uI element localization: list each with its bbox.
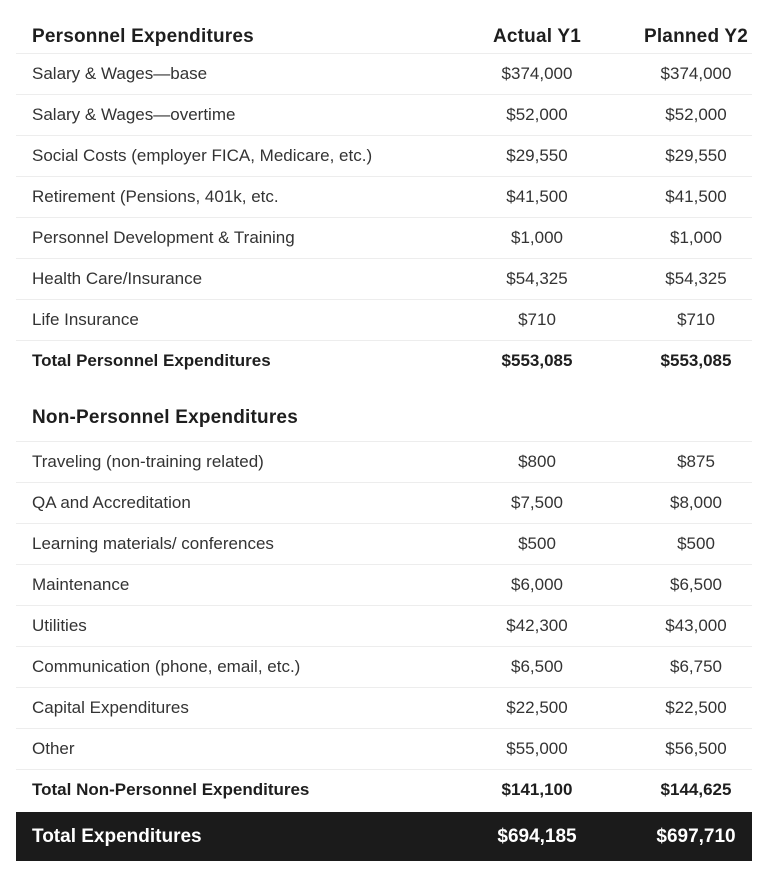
row-value-planned-y2: $6,750 bbox=[670, 657, 722, 676]
grand-total-label: Total Expenditures bbox=[32, 825, 202, 847]
table-row bbox=[16, 94, 752, 135]
row-label: Other bbox=[32, 739, 75, 758]
section-header-row bbox=[16, 20, 752, 53]
row-value-planned-y2: $22,500 bbox=[665, 698, 727, 717]
row-value-actual-y1: $55,000 bbox=[506, 739, 568, 758]
row-label: Traveling (non-training related) bbox=[32, 452, 264, 471]
row-value-actual-y1: $553,085 bbox=[501, 351, 573, 370]
row-value-planned-y2: $144,625 bbox=[660, 780, 732, 799]
row-value-planned-y2: $553,085 bbox=[660, 351, 732, 370]
row-value-actual-y1: $42,300 bbox=[506, 616, 568, 635]
row-value-actual-y1: $1,000 bbox=[511, 228, 563, 247]
row-label: QA and Accreditation bbox=[32, 493, 191, 512]
column-header-actual-y1: Actual Y1 bbox=[492, 25, 582, 47]
expenditures-table bbox=[16, 20, 752, 810]
row-value-actual-y1: $141,100 bbox=[501, 780, 573, 799]
section-header-row bbox=[16, 395, 752, 441]
row-label: Total Personnel Expenditures bbox=[32, 351, 271, 370]
total-row bbox=[16, 769, 752, 810]
row-label: Total Non-Personnel Expenditures bbox=[32, 780, 310, 799]
row-value-planned-y2: $500 bbox=[677, 534, 715, 553]
row-value-planned-y2: $6,500 bbox=[670, 575, 722, 594]
row-value-planned-y2: $875 bbox=[677, 452, 715, 471]
table-row bbox=[16, 646, 752, 687]
row-value-actual-y1: $710 bbox=[518, 310, 556, 329]
row-value-actual-y1: $54,325 bbox=[506, 269, 568, 288]
row-value-planned-y2: $43,000 bbox=[665, 616, 727, 635]
row-label: Learning materials/ conferences bbox=[32, 534, 274, 553]
table-row bbox=[16, 482, 752, 523]
row-label: Utilities bbox=[32, 616, 87, 635]
grand-total-actual-y1: $694,185 bbox=[497, 825, 577, 847]
total-row bbox=[16, 340, 752, 381]
row-value-actual-y1: $7,500 bbox=[511, 493, 563, 512]
row-value-actual-y1: $41,500 bbox=[506, 187, 568, 206]
table-row bbox=[16, 441, 752, 482]
row-value-actual-y1: $52,000 bbox=[506, 105, 568, 124]
row-value-planned-y2: $710 bbox=[677, 310, 715, 329]
row-value-actual-y1: $800 bbox=[518, 452, 556, 471]
table-row bbox=[16, 135, 752, 176]
section-header: Non-Personnel Expenditures bbox=[32, 407, 298, 428]
table-row bbox=[16, 176, 752, 217]
row-value-planned-y2: $374,000 bbox=[660, 64, 732, 83]
row-value-actual-y1: $22,500 bbox=[506, 698, 568, 717]
row-value-planned-y2: $1,000 bbox=[670, 228, 722, 247]
row-label: Retirement (Pensions, 401k, etc. bbox=[32, 187, 279, 206]
table-row bbox=[16, 53, 752, 94]
section-header: Personnel Expenditures bbox=[32, 25, 254, 47]
table-row bbox=[16, 523, 752, 564]
row-value-planned-y2: $52,000 bbox=[665, 105, 727, 124]
row-value-actual-y1: $6,500 bbox=[511, 657, 563, 676]
row-label: Capital Expenditures bbox=[32, 698, 189, 717]
row-value-actual-y1: $500 bbox=[518, 534, 556, 553]
row-label: Maintenance bbox=[32, 575, 130, 594]
grand-total-bar bbox=[16, 812, 752, 861]
row-label: Salary & Wages—base bbox=[32, 64, 208, 83]
column-header-planned-y2: Planned Y2 bbox=[643, 25, 749, 47]
table-row bbox=[16, 217, 752, 258]
row-label: Life Insurance bbox=[32, 310, 139, 329]
row-label: Social Costs (employer FICA, Medicare, etc.) bbox=[32, 146, 373, 165]
row-label: Salary & Wages—overtime bbox=[32, 105, 236, 124]
row-value-planned-y2: $54,325 bbox=[665, 269, 727, 288]
table-row bbox=[16, 605, 752, 646]
table-row bbox=[16, 687, 752, 728]
row-value-planned-y2: $56,500 bbox=[665, 739, 727, 758]
row-label: Communication (phone, email, etc.) bbox=[32, 657, 301, 676]
grand-total-planned-y2: $697,710 bbox=[656, 825, 736, 847]
row-value-actual-y1: $29,550 bbox=[506, 146, 568, 165]
row-value-planned-y2: $41,500 bbox=[665, 187, 727, 206]
row-value-actual-y1: $374,000 bbox=[501, 64, 573, 83]
table-row bbox=[16, 564, 752, 605]
row-value-planned-y2: $8,000 bbox=[670, 493, 722, 512]
row-value-actual-y1: $6,000 bbox=[511, 575, 563, 594]
table-row bbox=[16, 728, 752, 769]
row-label: Personnel Development & Training bbox=[32, 228, 295, 247]
table-row bbox=[16, 258, 752, 299]
row-label: Health Care/Insurance bbox=[32, 269, 203, 288]
row-value-planned-y2: $29,550 bbox=[665, 146, 727, 165]
table-row bbox=[16, 299, 752, 340]
